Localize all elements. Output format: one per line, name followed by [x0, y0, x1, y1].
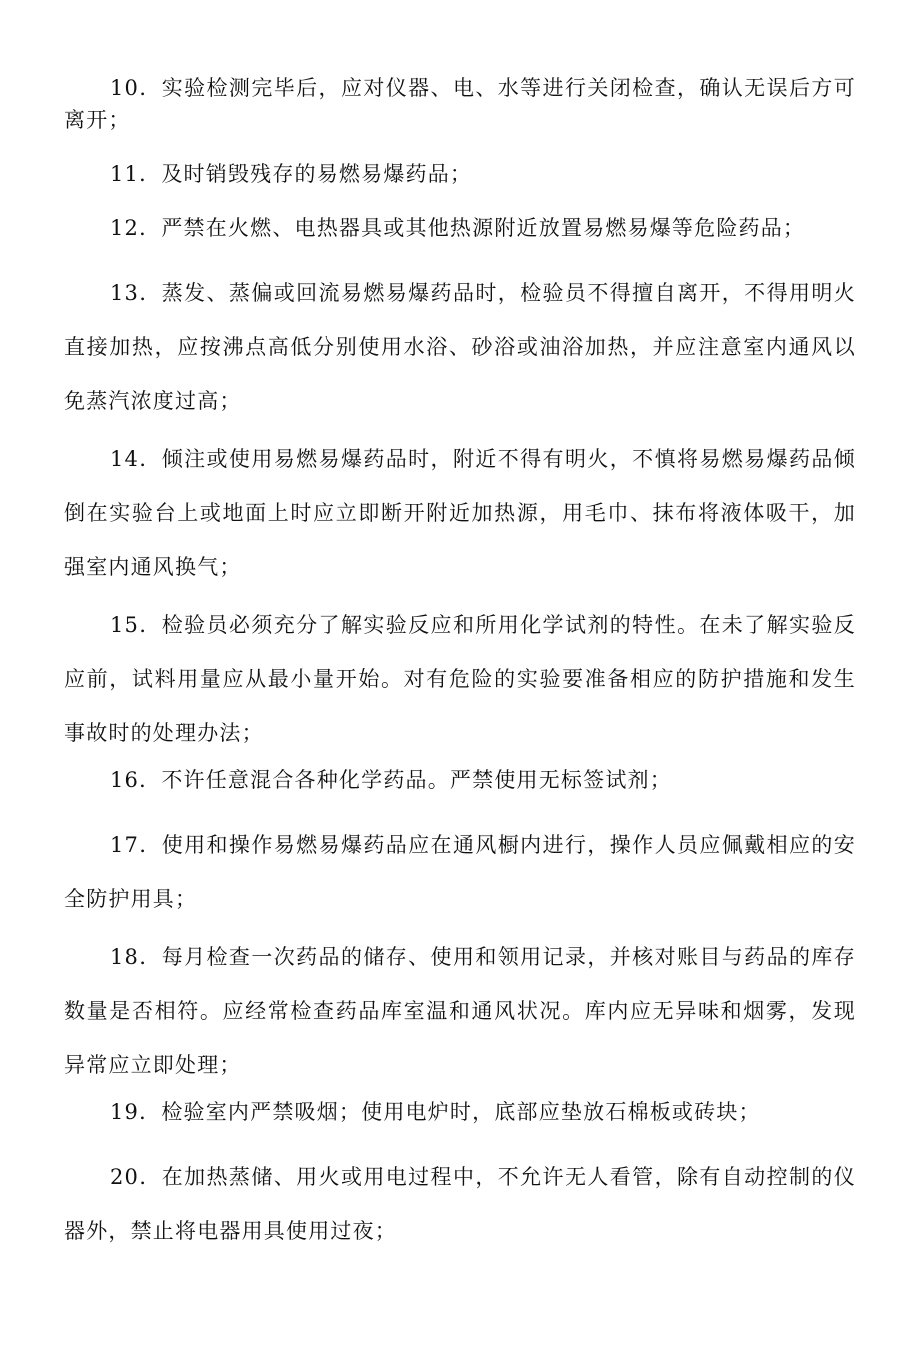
list-item: 11．及时销毁残存的易燃易爆药品； [110, 162, 473, 186]
list-item: 15．检验员必须充分了解实验反应和所用化学试剂的特性。在未了解实验反应前，试料用量应从最小量开始。对有危险的实验要准备相应的防护措施和发生事故时的处理办法； [64, 613, 856, 745]
document-body [64, 72, 856, 1262]
list-item: 10．实验检测完毕后，应对仪器、电、水等进行关闭检查，确认无误后方可离开； [64, 76, 856, 132]
list-item: 13．蒸发、蒸偏或回流易燃易爆药品时，检验员不得擅自离开，不得用明火直接加热，应按沸点高低分别使用水浴、砂浴或油浴加热，并应注意室内通风以免蒸汽浓度过高； [64, 281, 856, 413]
list-item: 20．在加热蒸储、用火或用电过程中，不允许无人看管，除有自动控制的仪器外，禁止将电器用具使用过夜； [64, 1165, 856, 1243]
list-item: 16．不许任意混合各种化学药品。严禁使用无标签试剂； [110, 768, 672, 792]
list-item: 12．严禁在火燃、电热器具或其他热源附近放置易燃易爆等危险药品； [110, 216, 806, 240]
list-item: 14．倾注或使用易燃易爆药品时，附近不得有明火，不慎将易燃易爆药品倾倒在实验台上或地面上时应立即断开附近加热源，用毛巾、抹布将液体吸干，加强室内通风换气； [64, 447, 856, 579]
list-item: 18．每月检查一次药品的储存、使用和领用记录，并核对账目与药品的库存数量是否相符。应经常检查药品库室温和通风状况。库内应无异味和烟雾，发现异常应立即处理； [64, 945, 856, 1077]
list-item: 19．检验室内严禁吸烟；使用电炉时，底部应垫放石棉板或砖块； [110, 1100, 761, 1124]
list-item: 17．使用和操作易燃易爆药品应在通风橱内进行，操作人员应佩戴相应的安全防护用具； [64, 833, 856, 911]
